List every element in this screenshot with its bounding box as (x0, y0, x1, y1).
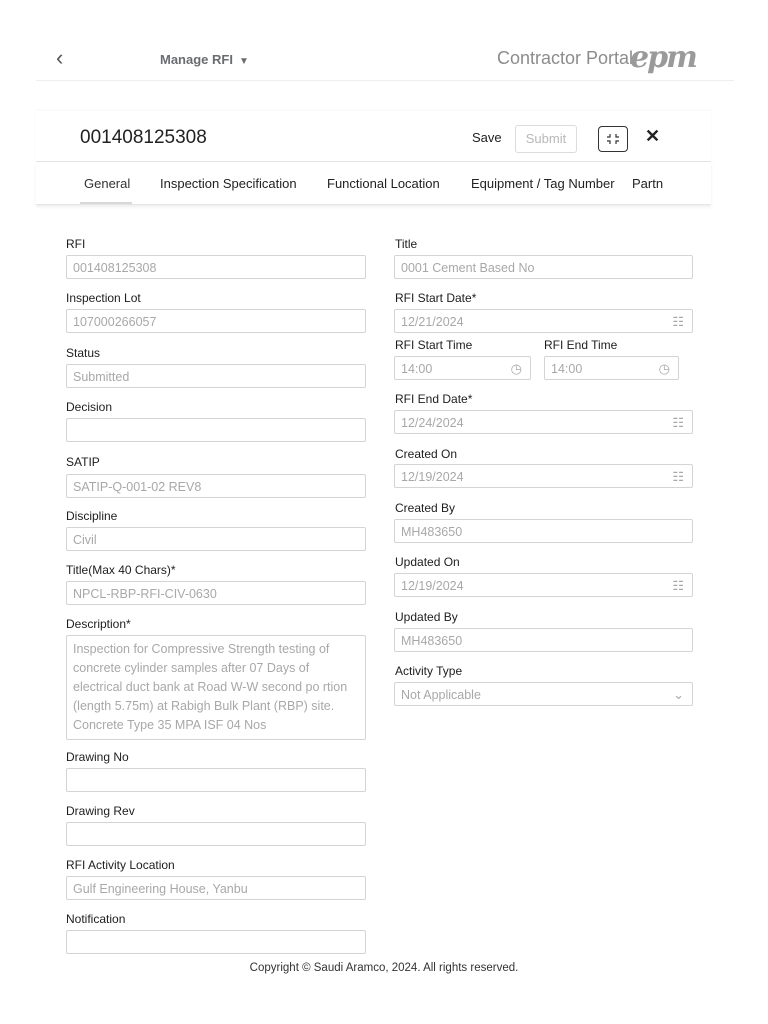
page-title: 001408125308 (80, 127, 207, 148)
calendar-icon[interactable]: ☷ (672, 469, 684, 484)
decision-label: Decision (66, 400, 113, 414)
title-max-label: Title(Max 40 Chars)* (66, 563, 176, 577)
inspection-lot-field[interactable]: 107000266057 (66, 309, 366, 333)
description-label: Description* (66, 617, 131, 631)
end-date-value: 12/24/2024 (401, 416, 464, 430)
title-label: Title (395, 237, 418, 251)
created-on-field[interactable] (394, 464, 693, 488)
created-on-label: Created On (395, 447, 458, 461)
satip-label: SATIP (66, 455, 100, 469)
description-textarea[interactable]: Inspection for Compressive Strength testing of concrete cylinder samples after 07 Days of electrical duct bank at Road W-W second po rtion (length 5.75m) at Rabigh Bulk Plant (RBP) site. Concrete Type 35 MPA ISF 04 Nos (66, 635, 366, 740)
save-button[interactable]: Save (472, 130, 502, 145)
title-max-field[interactable]: NPCL-RBP-RFI-CIV-0630 (66, 581, 366, 605)
tab-functional-location[interactable]: Functional Location (327, 176, 440, 191)
chevron-down-icon[interactable]: ⌄ (673, 687, 684, 702)
updated-by-field[interactable]: MH483650 (394, 628, 693, 652)
satip-field[interactable]: SATIP-Q-001-02 REV8 (66, 474, 366, 498)
updated-on-value: 12/19/2024 (401, 579, 464, 593)
start-date-field[interactable] (394, 309, 693, 333)
rfi-field[interactable]: 001408125308 (66, 255, 366, 279)
calendar-icon[interactable]: ☷ (672, 314, 684, 329)
discipline-field[interactable]: Civil (66, 527, 366, 551)
activity-type-label: Activity Type (395, 664, 463, 678)
updated-on-label: Updated On (395, 555, 460, 569)
clock-icon[interactable]: ◷ (658, 361, 670, 376)
clock-icon[interactable]: ◷ (510, 361, 522, 376)
start-time-value: 14:00 (401, 362, 433, 376)
calendar-icon[interactable]: ☷ (672, 578, 684, 593)
exit-fullscreen-button[interactable] (598, 126, 628, 152)
tab-inspection-specification[interactable]: Inspection Specification (160, 176, 297, 191)
exit-fullscreen-icon (605, 132, 621, 146)
updated-on-field[interactable] (394, 573, 693, 597)
created-by-label: Created By (395, 501, 456, 515)
status-field[interactable]: Submitted (66, 364, 366, 388)
manage-rfi-menu[interactable] (160, 52, 249, 67)
drawing-rev-label: Drawing Rev (66, 804, 135, 818)
activity-location-field[interactable]: Gulf Engineering House, Yanbu (66, 876, 366, 900)
rfi-label: RFI (66, 237, 86, 251)
copyright-footer: Copyright © Saudi Aramco, 2024. All rights reserved. (249, 962, 519, 974)
title-field[interactable]: 0001 Cement Based No (394, 255, 693, 279)
inspection-lot-label: Inspection Lot (66, 291, 141, 305)
tab-general[interactable]: General (84, 176, 131, 191)
notification-field[interactable] (66, 930, 366, 954)
portal-title: Contractor Portal (497, 48, 634, 68)
activity-type-value: Not Applicable (401, 688, 481, 702)
status-label: Status (66, 346, 101, 360)
active-tab-indicator (80, 202, 132, 204)
start-time-field[interactable] (394, 356, 531, 380)
tab-equipment-tag-number[interactable]: Equipment / Tag Number (471, 176, 615, 191)
drawing-rev-field[interactable] (66, 822, 366, 846)
start-date-value: 12/21/2024 (401, 315, 464, 329)
activity-type-select[interactable] (394, 682, 693, 706)
drawing-no-field[interactable] (66, 768, 366, 792)
discipline-label: Discipline (66, 509, 118, 523)
created-by-field[interactable]: MH483650 (394, 519, 693, 543)
updated-by-label: Updated By (395, 610, 458, 624)
start-date-label: RFI Start Date* (395, 291, 477, 305)
drawing-no-label: Drawing No (66, 750, 129, 764)
created-on-value: 12/19/2024 (401, 470, 464, 484)
decision-field[interactable] (66, 418, 366, 442)
end-time-field[interactable] (544, 356, 679, 380)
tab-partners[interactable]: Partn (632, 176, 664, 191)
chevron-left-icon[interactable]: ‹ (56, 45, 64, 70)
end-date-label: RFI End Date* (395, 392, 473, 406)
nav-title-label: Manage RFI (160, 52, 233, 67)
caret-down-icon: ▼ (238, 56, 249, 67)
calendar-icon[interactable]: ☷ (672, 415, 684, 430)
submit-button[interactable]: Submit (515, 125, 577, 153)
end-date-field[interactable] (394, 410, 693, 434)
start-time-label: RFI Start Time (395, 338, 473, 352)
epm-logo: epm (630, 40, 696, 75)
close-button[interactable]: ✕ (645, 126, 661, 146)
notification-label: Notification (66, 912, 126, 926)
end-time-value: 14:00 (551, 362, 583, 376)
end-time-label: RFI End Time (544, 338, 618, 352)
activity-location-label: RFI Activity Location (66, 858, 175, 872)
